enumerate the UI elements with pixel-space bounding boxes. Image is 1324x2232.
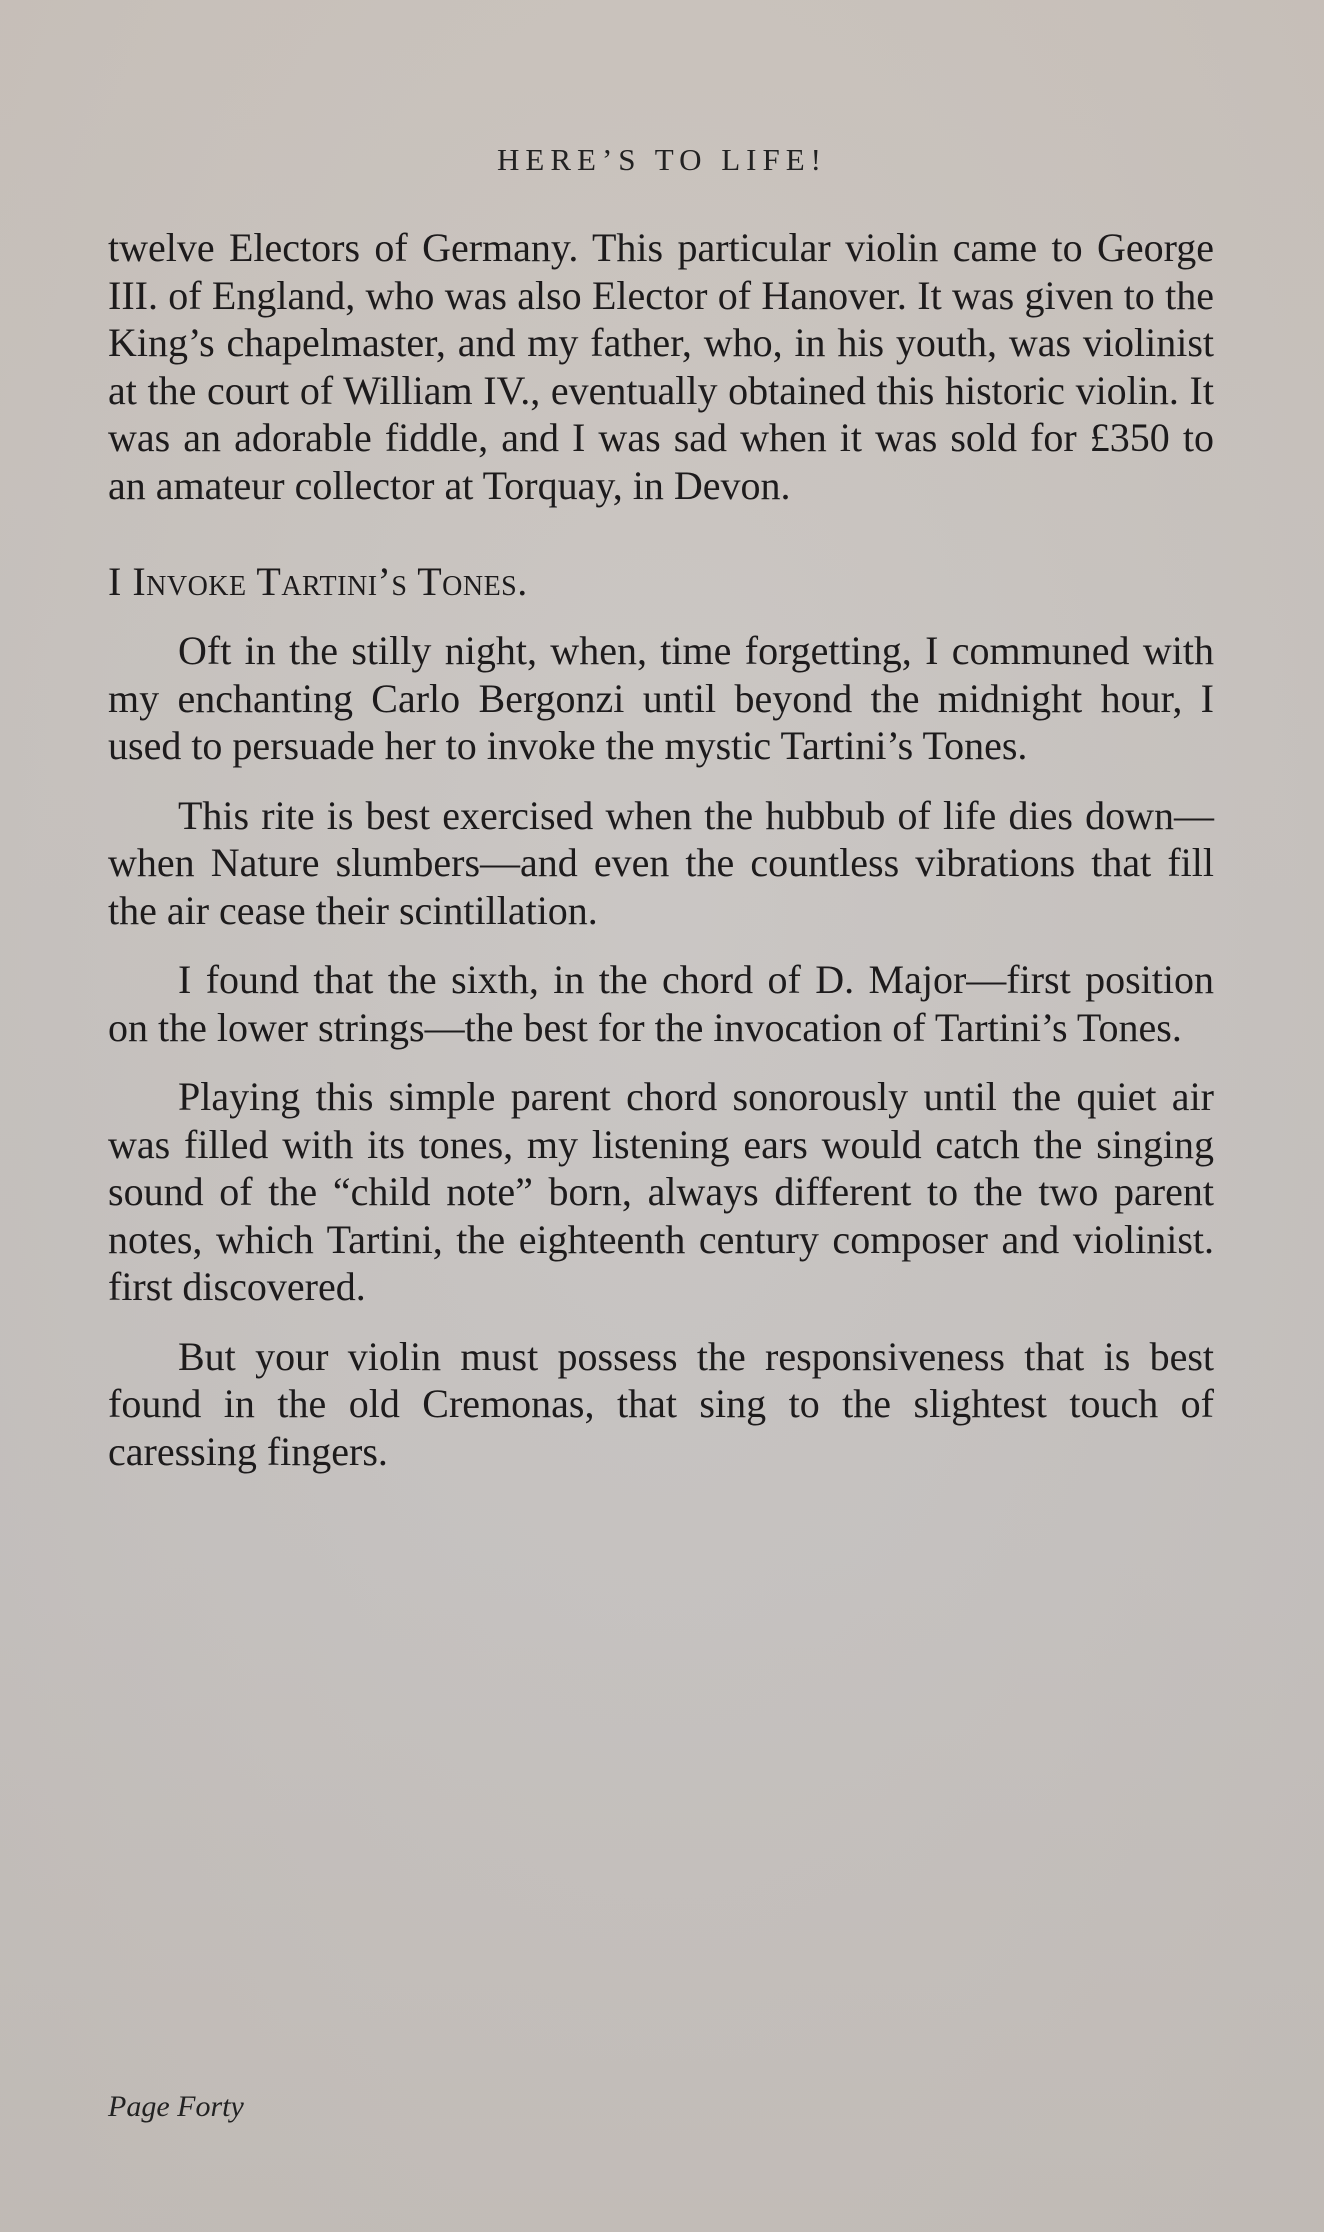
paragraph: Playing this simple parent chord sonorously until the quiet air was filled with its tones, my listening ears would catch the singing sound of the “child note” born, always different to the two parent notes, which Tartini, the eighteenth century composer and violinist. first discovered. (108, 1074, 1214, 1309)
running-head: HERE’S TO LIFE! (497, 142, 827, 177)
paragraph: But your violin must possess the responsiveness that is best found in the old Cremonas, that sing to the slightest touch of caressing fingers. (108, 1333, 1214, 1474)
section-heading: I Invoke Tartini’s Tones. (108, 559, 528, 604)
page-number: Page Forty (108, 2090, 244, 2123)
paragraph: This rite is best exercised when the hubbub of life dies down—when Nature slumbers—and even the countless vibrations that fill the air cease their scintillation. (108, 792, 1214, 933)
paragraph: I found that the sixth, in the chord of D. Major—first position on the lower strings—the best for the invocation of Tartini’s Tones. (108, 957, 1214, 1050)
paragraph: Oft in the stilly night, when, time forgetting, I communed with my enchanting Carlo Bergonzi until beyond the midnight hour, I used to persuade her to invoke the mystic Tartini’s Tones. (108, 628, 1214, 768)
paragraph-continued: twelve Electors of Germany. This particular violin came to George III. of England, who was also Elector of Hanover. It was given to the King’s chapelmaster, and my father, who, in his youth, was violinist at the court of William IV., eventually obtained this historic violin. It was an adorable fiddle, and I was sad when it was sold for £350 to an amateur collector at Torquay, in Devon. (108, 225, 1214, 508)
body-text (108, 224, 1214, 1475)
